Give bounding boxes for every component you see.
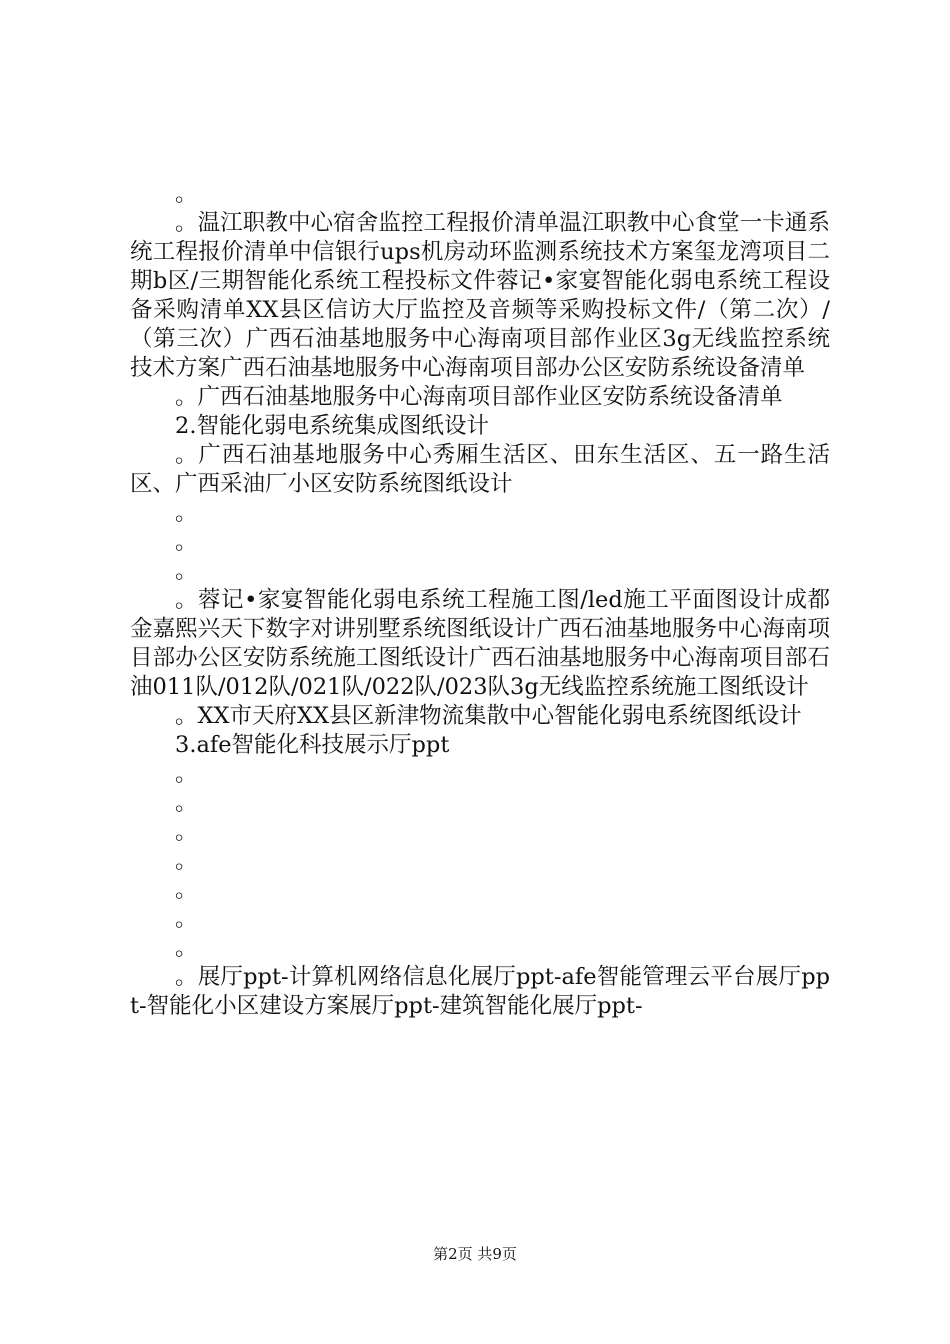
paragraph: 。 xyxy=(175,790,198,816)
paragraph: 。 xyxy=(175,935,198,961)
section-heading: 3.afe智能化科技展示厅ppt xyxy=(175,732,450,758)
paragraph: 。广西石油基地服务中心秀厢生活区、田东生活区、五一路生活区、广西采油厂小区安防系统图纸设计 xyxy=(130,442,830,497)
paragraph: 。 xyxy=(175,761,198,787)
paragraph: 。展厅ppt-计算机网络信息化展厅ppt-afe智能管理云平台展厅ppt-智能化小区建设方案展厅ppt-建筑智能化展厅ppt- xyxy=(130,964,830,1019)
paragraph: 。 xyxy=(175,877,198,903)
page-number-label: 第2页 共9页 xyxy=(433,1245,517,1263)
paragraph: 。 xyxy=(175,181,198,207)
paragraph: 。广西石油基地服务中心海南项目部作业区安防系统设备清单 xyxy=(175,384,783,410)
section-heading: 2.智能化弱电系统集成图纸设计 xyxy=(175,413,489,439)
paragraph: 。 xyxy=(175,500,198,526)
paragraph: 。温江职教中心宿舍监控工程报价清单温江职教中心食堂一卡通系统工程报价清单中信银行ups机房动环监测系统技术方案玺龙湾项目二期b区/三期智能化系统工程投标文件蓉记•家宴智能化弱电系统工程设备采购清单XX县区信访大厅监控及音频等采购投标文件/（第二次）/（第三次）广西石油基地服务中心海南项目部作业区3g无线监控系统技术方案广西石油基地服务中心海南项目部办公区安防系统设备清单 xyxy=(130,210,830,381)
paragraph: 。 xyxy=(175,906,198,932)
paragraph: 。 xyxy=(175,558,198,584)
paragraph: 。蓉记•家宴智能化弱电系统工程施工图/led施工平面图设计成都金嘉熙兴天下数字对讲别墅系统图纸设计广西石油基地服务中心海南项目部办公区安防系统施工图纸设计广西石油基地服务中心海南项目部石油011队/012队/021队/022队/023队3g无线监控系统施工图纸设计 xyxy=(130,587,830,700)
paragraph: 。 xyxy=(175,529,198,555)
paragraph: 。XX市天府XX县区新津物流集散中心智能化弱电系统图纸设计 xyxy=(175,703,802,729)
document-body xyxy=(130,180,830,1021)
paragraph: 。 xyxy=(175,848,198,874)
paragraph: 。 xyxy=(175,819,198,845)
page-footer xyxy=(0,1244,950,1264)
